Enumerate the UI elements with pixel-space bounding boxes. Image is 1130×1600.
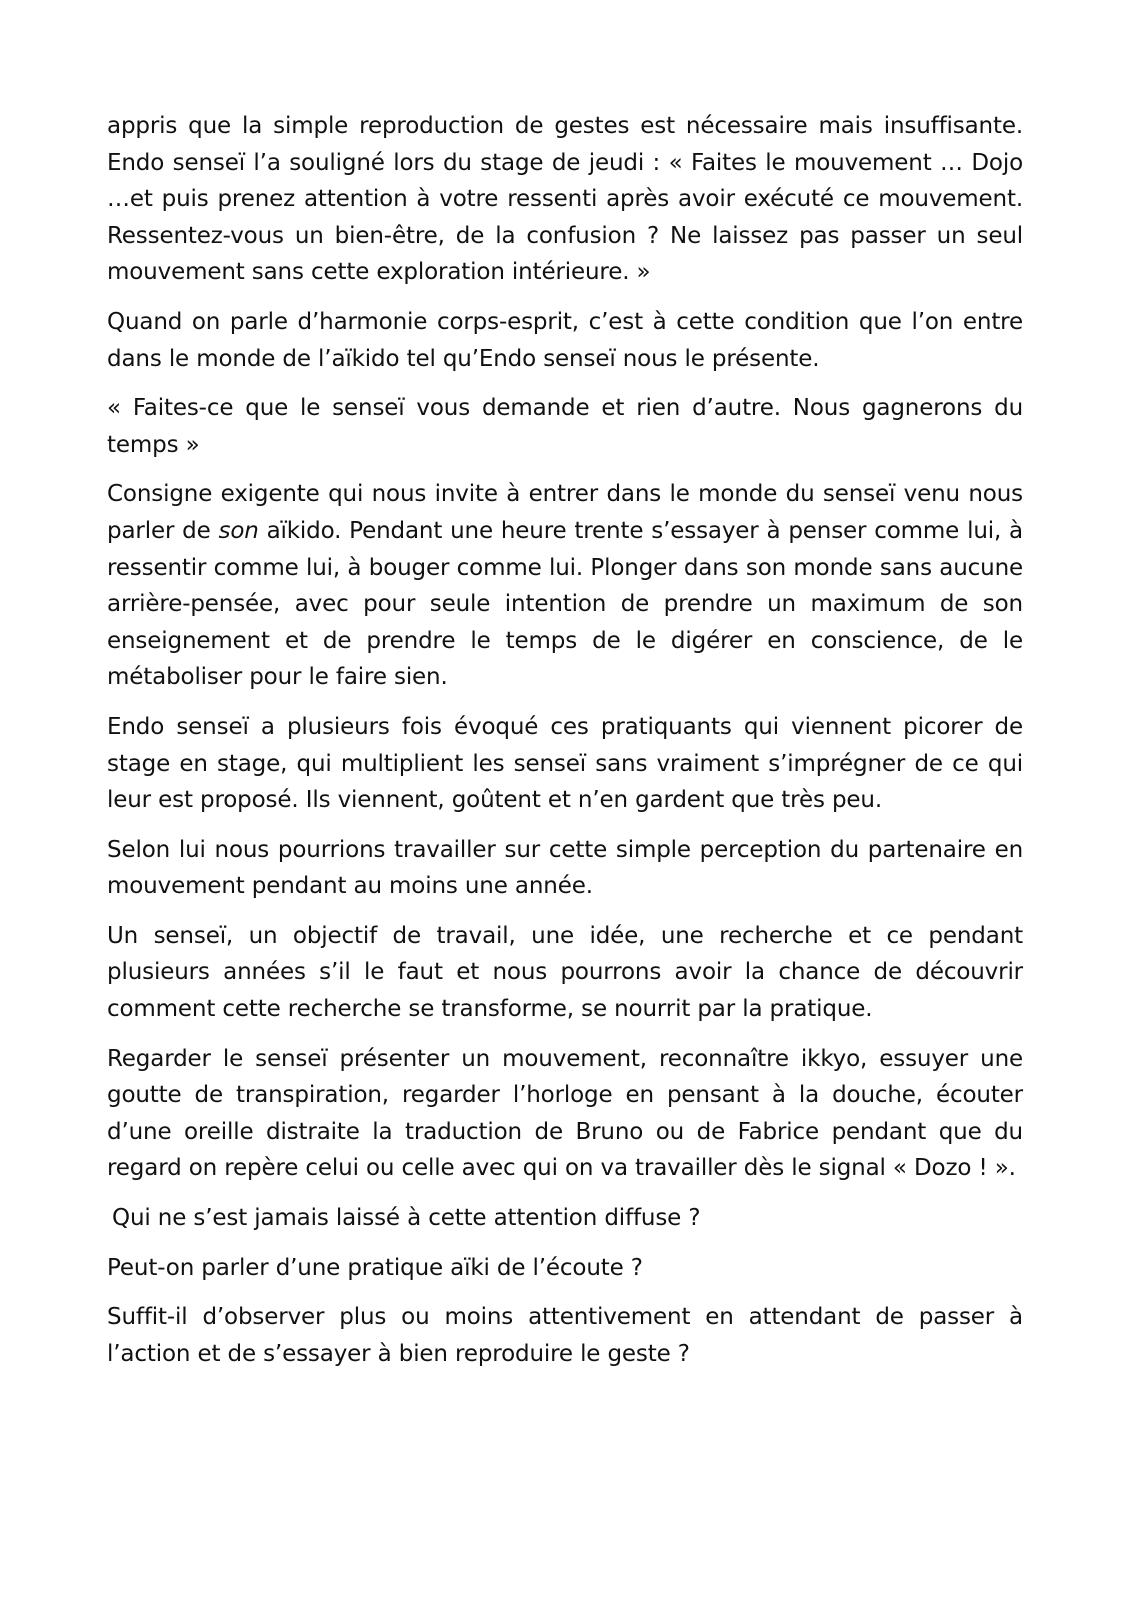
paragraph: Endo senseï a plusieurs fois évoqué ces pratiquants qui viennent picorer de stage en stage, qui multiplient les senseï sans vraiment s’imprégner de ce qui leur est proposé. Ils viennent, goûtent et n’en gardent que très peu. bbox=[107, 713, 1023, 814]
paragraph: Regarder le senseï présenter un mouvement, reconnaître ikkyo, essuyer une goutte de transpiration, regarder l’horloge en pensant à la douche, écouter d’une oreille distraite la traduction de Bruno ou de Fabrice pendant que du regard on repère celui ou celle avec qui on va travailler dès le signal « Dozo ! ». bbox=[107, 1045, 1023, 1182]
paragraph: Un senseï, un objectif de travail, une idée, une recherche et ce pendant plusieurs années s’il le faut et nous pourrons avoir la chance de découvrir comment cette recherche se transforme, se nourrit par la pratique. bbox=[107, 922, 1023, 1023]
paragraph bbox=[107, 476, 1023, 696]
paragraph: « Faites-ce que le senseï vous demande et rien d’autre. Nous gagnerons du temps » bbox=[107, 395, 1023, 458]
question-paragraph: Peut-on parler d’une pratique aïki de l’écoute ? bbox=[107, 1254, 643, 1281]
emphasis-text: son bbox=[218, 517, 259, 544]
paragraph-text: aïkido. Pendant une heure trente s’essayer à penser comme lui, à ressentir comme lui, à bouger comme lui. Plonger dans son monde sans aucune arrière-pensée, avec pour seule intention de prendre un maximum de son enseignement et de prendre le temps de le digérer en conscience, de le métaboliser pour le faire sien. bbox=[107, 517, 1023, 691]
question-paragraph: Suffit-il d’observer plus ou moins attentivement en attendant de passer à l’action et de s’essayer à bien reproduire le geste ? bbox=[107, 1304, 1023, 1367]
paragraph: Quand on parle d’harmonie corps-esprit, c’est à cette condition que l’on entre dans le monde de l’aïkido tel qu’Endo senseï nous le présente. bbox=[107, 308, 1023, 372]
paragraph-text: Consigne exigente qui nous invite à entrer dans le monde du senseï venu nous parler de bbox=[107, 481, 1023, 544]
paragraph: appris que la simple reproduction de gestes est nécessaire mais insuffisante. Endo senseï l’a souligné lors du stage de jeudi : « Faites le mouvement … Dojo …et puis prenez attention à votre ressenti après avoir exécuté ce mouvement. Ressentez-vous un bien-être, de la confusion ? Ne laissez pas passer un seul mouvement sans cette exploration intérieure. » bbox=[107, 113, 1023, 286]
question-paragraph: Qui ne s’est jamais laissé à cette attention diffuse ? bbox=[112, 1205, 701, 1232]
paragraph: Selon lui nous pourrions travailler sur cette simple perception du partenaire en mouvement pendant au moins une année. bbox=[107, 836, 1023, 900]
document-page bbox=[107, 108, 1023, 1385]
